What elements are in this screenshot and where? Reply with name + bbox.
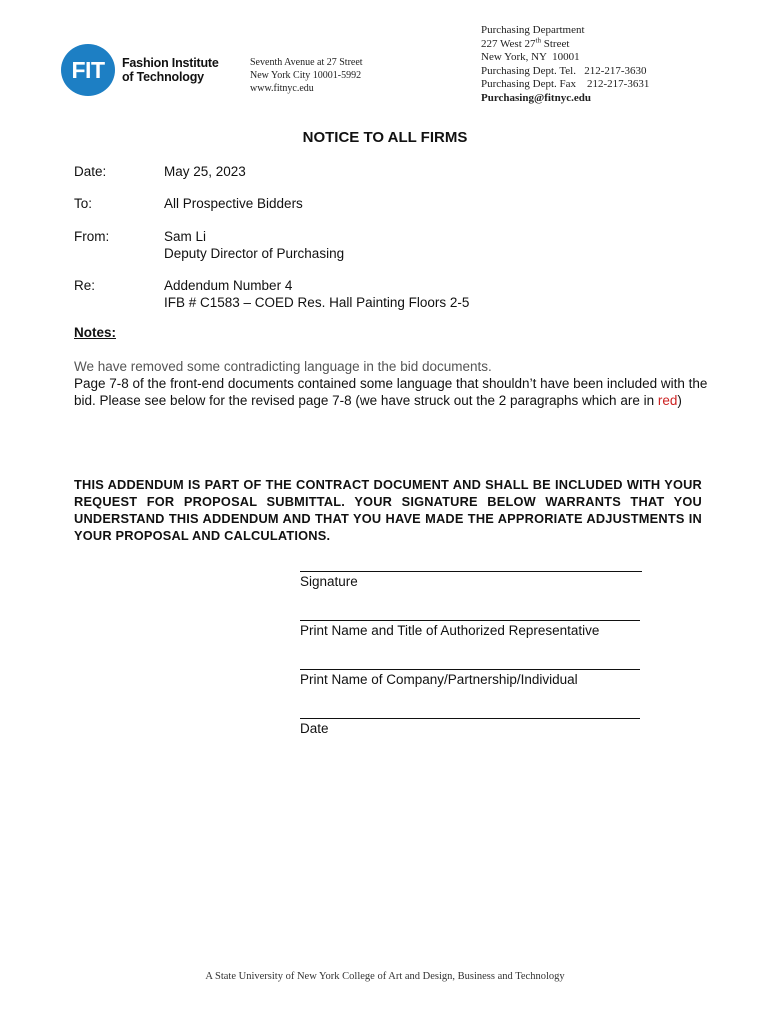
red-word: red bbox=[657, 393, 678, 408]
signature-label: Signature bbox=[300, 574, 358, 589]
org-name bbox=[122, 56, 219, 84]
re-ifb: IFB # C1583 – COED Res. Hall Painting Floors 2-5 bbox=[164, 294, 470, 310]
notes-line-2: Page 7-8 of the front-end documents contained some language that shouldn’t have been included with the bid. Please see below for the revised page 7-8 (we have struck out the 2 paragraphs which are in red) bbox=[74, 376, 708, 408]
name-title-line[interactable] bbox=[300, 620, 640, 621]
re-value bbox=[164, 278, 469, 311]
website-link[interactable]: www.fitnyc.edu bbox=[250, 83, 314, 94]
notes-line-1: We have removed some contradicting language in the bid documents. bbox=[74, 359, 492, 374]
from-value bbox=[164, 229, 344, 262]
notes-heading: Notes: bbox=[74, 325, 117, 340]
date-label: Date: bbox=[74, 164, 107, 179]
addendum-notice: THIS ADDENDUM IS PART OF THE CONTRACT DOCUMENT AND SHALL BE INCLUDED WITH YOUR REQUEST FOR PROPOSAL SUBMITTAL. YOUR SIGNATURE BELOW WARRANTS THAT YOU UNDERSTAND THIS ADDENDUM AND THAT YOU HAVE MADE THE APPRORIATE ADJUSTMENTS IN YOUR PROPOSAL AND CALCULATIONS. bbox=[74, 477, 702, 543]
to-label: To: bbox=[74, 196, 93, 211]
from-label: From: bbox=[74, 229, 110, 244]
org-name-line1: Fashion Institute bbox=[122, 56, 219, 70]
name-title-label: Print Name and Title of Authorized Representative bbox=[300, 623, 600, 638]
notes-body bbox=[74, 358, 714, 409]
institute-address bbox=[250, 56, 363, 95]
re-label: Re: bbox=[74, 278, 96, 293]
page-title: NOTICE TO ALL FIRMS bbox=[302, 129, 468, 146]
signature-line[interactable] bbox=[300, 571, 642, 572]
dept-tel: Purchasing Dept. Tel. 212-217-3630 bbox=[481, 64, 647, 77]
dept-email-link[interactable]: Purchasing@fitnyc.edu bbox=[481, 91, 591, 104]
footer-tagline: A State University of New York College of Art and Design, Business and Technology bbox=[205, 971, 565, 982]
dept-street: 227 West 27th Street bbox=[481, 35, 570, 50]
fit-logo-text: FIT bbox=[71, 56, 105, 83]
from-name: Sam Li bbox=[164, 229, 207, 244]
address-line-1: Seventh Avenue at 27 Street bbox=[250, 57, 363, 68]
company-line[interactable] bbox=[300, 669, 640, 670]
org-name-line2: of Technology bbox=[122, 70, 204, 84]
company-label: Print Name of Company/Partnership/Individual bbox=[300, 672, 578, 687]
address-line-2: New York City 10001-5992 bbox=[250, 70, 362, 81]
to-value: All Prospective Bidders bbox=[164, 196, 303, 211]
dept-city: New York, NY 10001 bbox=[481, 51, 580, 63]
re-addendum: Addendum Number 4 bbox=[164, 278, 293, 293]
dept-name: Purchasing Department bbox=[481, 24, 585, 36]
from-title: Deputy Director of Purchasing bbox=[164, 245, 345, 261]
date-value: May 25, 2023 bbox=[164, 164, 246, 179]
purchasing-contact-block bbox=[481, 24, 649, 105]
date-line[interactable] bbox=[300, 718, 640, 719]
fit-logo bbox=[61, 44, 115, 96]
dept-fax: Purchasing Dept. Fax 212-217-3631 bbox=[481, 78, 650, 90]
sign-date-label: Date bbox=[300, 721, 329, 736]
